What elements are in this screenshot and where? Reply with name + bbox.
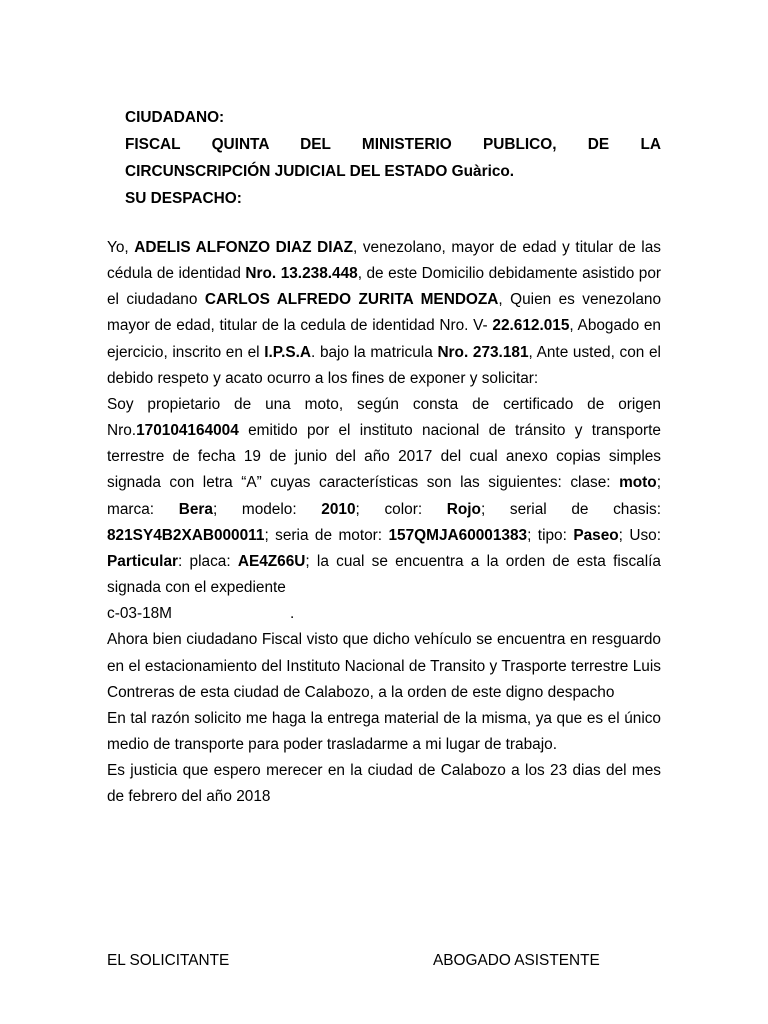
p1-text: , de este Domicilio debidamente asistido por el ciudadano — [107, 265, 661, 309]
paragraph-request: En tal razón solicito me haga la entrega material de la misma, ya que es el único medio de transporte para poder trasladarme a mi lugar de trabajo. — [107, 709, 661, 753]
vehicle-use: Particular — [107, 552, 179, 570]
p1-text: Yo, — [107, 239, 135, 256]
case-file-number: c-03-18M — [107, 605, 173, 623]
p2-text: ; seria de motor: — [264, 526, 389, 544]
p2-text: ; modelo: — [212, 500, 322, 518]
paragraph-closing: Es justicia que espero merecer en la ciudad de Calabozo a los 23 dias del mes de febrero del año 2018 — [107, 762, 661, 806]
p2-text: ; tipo: — [527, 526, 574, 544]
vehicle-color: Rojo — [446, 500, 481, 518]
engine-serial: 157QMJA60001383 — [388, 526, 528, 544]
lawyer-name: CARLOS ALFREDO ZURITA MENDOZA — [204, 291, 499, 309]
paragraph-vehicle-location: Ahora bien ciudadano Fiscal visto que dicho vehículo se encuentra en resguardo en el estacionamiento del Instituto Nacional de Transito y Trasporte terrestre Luis Contreras de esta ciudad de Calabozo, a la orden de este digno despacho — [107, 631, 661, 701]
paragraph-identification — [107, 235, 661, 392]
addressee-header — [125, 104, 661, 212]
signature-applicant: EL SOLICITANTE — [107, 952, 230, 969]
p2-text: . — [290, 605, 295, 623]
p2-text: Soy propietario de una moto, según consta de certificado de origen Nro. — [107, 395, 661, 440]
signature-lawyer: ABOGADO ASISTENTE — [433, 952, 600, 969]
applicant-name: ADELIS ALFONZO DIAZ DIAZ — [134, 239, 353, 256]
p2-text: ; marca: — [107, 474, 661, 518]
p1-text: . bajo la matricula — [311, 343, 438, 361]
vehicle-model: 2010 — [321, 500, 356, 518]
matricula-number: Nro. 273.181 — [437, 343, 529, 361]
header-line-despacho: SU DESPACHO: — [125, 190, 242, 207]
header-line-circunscripcion: CIRCUNSCRIPCIÓN JUDICIAL DEL ESTADO Guàrico. — [125, 163, 515, 180]
p1-text: , Quien es venezolano mayor de edad, titular de la cedula de identidad Nro. V- — [107, 291, 662, 335]
license-plate: AE4Z66U — [237, 552, 306, 570]
paragraph-vehicle — [107, 392, 661, 627]
vehicle-brand: Bera — [178, 500, 213, 518]
p1-text: , venezolano, mayor de edad y titular de las cédula de identidad — [107, 239, 661, 283]
vehicle-type: Paseo — [573, 526, 619, 544]
p2-text: ; la cual se encuentra a la orden de esta fiscalía signada con el expediente — [107, 552, 661, 597]
p1-text: , Ante usted, con el debido respeto y acato ocurro a los fines de exponer y solicitar: — [107, 343, 661, 387]
p2-text: emitido por el instituto nacional de tránsito y transporte terrestre de fecha 19 de junio del año 2017 del cual anexo copias simples signada con letra “A” cuyas características son las siguientes: clase: — [107, 422, 661, 492]
p2-text: ; color: — [355, 500, 447, 518]
p1-text: , Abogado en ejercicio, inscrito en el — [107, 317, 661, 361]
vehicle-class: moto — [619, 474, 657, 492]
lawyer-id-number: 22.612.015 — [492, 317, 570, 335]
header-line-ciudadano: CIUDADANO: — [125, 109, 225, 126]
p2-text: ; serial de chasis: — [480, 500, 662, 518]
chassis-serial: 821SY4B2XAB000011 — [107, 526, 265, 544]
p2-text: : placa: — [178, 552, 238, 570]
letter-body — [107, 235, 661, 810]
applicant-id-number: Nro. 13.238.448 — [245, 265, 358, 283]
header-line-fiscal: FISCAL QUINTA DEL MINISTERIO PUBLICO, DE LA — [125, 136, 661, 153]
p2-text: ; Uso: — [618, 526, 662, 544]
certificate-number: 170104164004 — [136, 422, 239, 440]
ipsa-label: I.P.S.A — [264, 343, 311, 361]
